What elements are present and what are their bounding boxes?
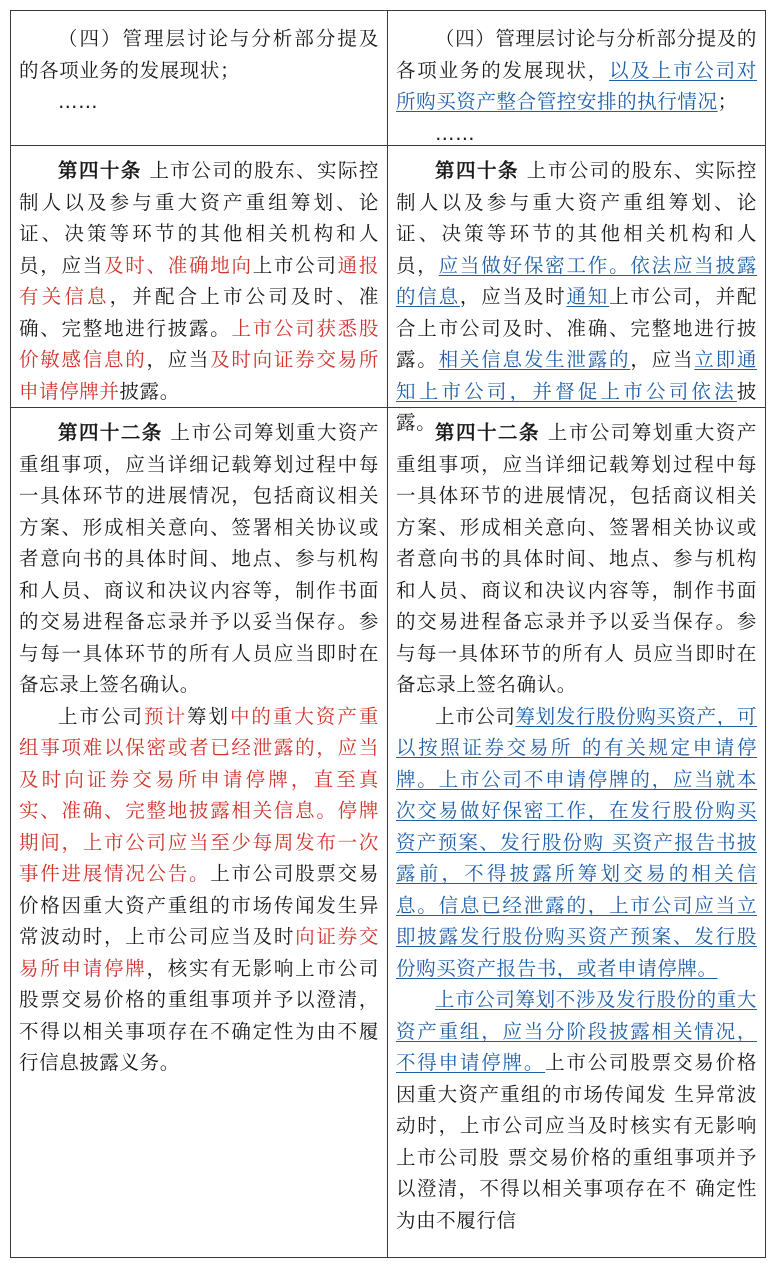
deleted-text-run: 预计 xyxy=(143,704,187,728)
paragraph xyxy=(19,86,379,118)
row-3-left-cell-old-article-42 xyxy=(11,417,387,1257)
text-run: 上市公司 xyxy=(252,253,338,277)
text-run: ，应当及时 xyxy=(459,285,567,308)
paragraph xyxy=(396,417,757,701)
paragraph xyxy=(19,701,379,1079)
text-run: ，核实有无影响上市公司股票交易价格的重组事项并予以澄清，不得以相关事项存在不确定性为由不履行信息披露义务。 xyxy=(19,956,379,1074)
text-run: 上市公司 xyxy=(435,704,516,728)
row-3-right-cell-new-article-42 xyxy=(388,417,765,1257)
text-run: 上市公司筹划重大资产重组事项，应当详细记载筹划过程中每一具体环节的进展情况，包括商议相关方案、形成相关意向、签署相关协议或者意向书的具体时间、地点、参与机构和人员、商议和决议内容等，制作书面的交易进程备忘录并予以妥当保存。参与每一具体环节的所有人员应当即时在备忘录上签名确认。 xyxy=(19,421,379,696)
deleted-text-run: 及时、准确地向 xyxy=(103,253,253,277)
text-run: 上市公司，并配合上市公司及时、准确、完整地进行披露。 xyxy=(396,285,757,371)
text-run: （四）管理层讨论与分析部分提及的各项业务的发展现状， xyxy=(396,27,757,82)
added-text-run: 通知 xyxy=(566,285,610,308)
paragraph xyxy=(396,23,757,118)
article-heading: 第四十条 xyxy=(435,159,520,182)
paragraph xyxy=(396,984,757,1236)
text-run: …… xyxy=(435,121,476,145)
deleted-text-run: 及时向证券交易所申请停牌并 xyxy=(19,348,379,403)
deleted-text-run: 向证券交易所申请停牌 xyxy=(19,925,379,980)
text-run: 上市公司股票交易价格因重大资产重组的市场传闻发 生异常波动时，上市公司应当及时核实有无影响上市公司股 票交易价格的重组事项并予以澄清，不得以相关事项存在不 确定性为由不履行信 xyxy=(396,1051,757,1232)
deleted-text-run: 上市公司获悉股价敏感信息的 xyxy=(19,316,379,371)
added-text-run: 上市公司筹划不涉及发行股份的重大资产重组，应当分阶段披露相关情况，不得申请停牌。 xyxy=(396,988,757,1074)
added-text-run: 立即通知上市公司，并督促上市公司依法 xyxy=(396,348,757,403)
text-run: ，应当 xyxy=(146,348,211,371)
paragraph xyxy=(19,155,379,407)
article-heading: 第四十二条 xyxy=(58,421,163,444)
paragraph xyxy=(396,155,757,439)
text-run: …… xyxy=(58,90,99,113)
row-1-left-cell-old-text xyxy=(11,23,387,145)
text-run: 上市公司筹划重大资产重组事项，应当详细记载筹划过程中每一具体环节的进展情况，包括商议相关方案、形成相关意向、签署相关协议或者意向书的具体时间、地点、参与机构和人员、商议和决议内容等，制作书面的交易进程备忘录并予以妥当保存。参与每一具体环节的所有人 员应当即时在备忘录上签名确认。 xyxy=(396,421,757,696)
text-run: ； xyxy=(717,90,738,113)
deleted-text-run: 中的重大资产重组事项难以保密或者已经泄露的，应当及时向证券交易所申请停牌，直至真实、准确、完整地披露相关信息。停牌期间，上市公司应当至少每周发布一次事件进展情况公告。 xyxy=(19,704,379,885)
text-run: ，应当 xyxy=(630,348,695,371)
paragraph xyxy=(19,417,379,701)
text-run: 上市公司的股东、实际控制人以及参与重大资产重组筹划、论证、决策等环节的其他相关机构和人员， xyxy=(396,159,757,277)
row-1-right-cell-new-text xyxy=(388,23,765,145)
comparison-table xyxy=(10,10,766,1258)
text-run: 筹划 xyxy=(186,704,230,728)
article-heading: 第四十条 xyxy=(58,159,142,182)
text-run: 上市公司 xyxy=(58,704,144,728)
added-text-run: 应当做好保密工作。依法应当披露的信息 xyxy=(396,253,757,308)
text-run: 披露。 xyxy=(396,379,757,434)
added-text-run: 相关信息发生泄露的 xyxy=(438,348,631,371)
text-run: 上市公司的股东、实际控制人以及参与重大资产重组筹划、论证、决策等环节的其他相关机构和人员，应当 xyxy=(19,159,379,277)
added-text-run: 以及上市公司对所购买资产整合管控安排的执行情况 xyxy=(396,58,757,113)
text-run: 上市公司股票交易价格因重大资产重组的市场传闻发生异常波动时，上市公司应当及时 xyxy=(19,862,379,948)
article-heading: 第四十二条 xyxy=(435,421,541,444)
row-2-left-cell-old-article-40 xyxy=(11,155,387,407)
paragraph xyxy=(396,701,757,985)
paragraph xyxy=(19,23,379,86)
text-run: 披露。 xyxy=(119,379,180,403)
paragraph xyxy=(396,118,757,150)
deleted-text-run: 通报有关信息 xyxy=(19,253,380,308)
text-run: ，并配合上市公司及时、准确、完整地进行披露。 xyxy=(19,285,379,340)
added-text-run: 筹划发行股份购买资产，可以按照证券交易所 的有关规定申请停牌。上市公司不申请停牌的，应当就本次交易做好保密工作，在发行股份购买资产预案、发行股份购 买资产报告书披露前，不得披露所筹划交易的相关信息。信息已经泄露的，上市公司应当立即披露发行股份购买资产预案、发行股份购买资产报告书，或者申请停牌。 xyxy=(396,704,758,980)
text-run: （四）管理层讨论与分析部分提及的各项业务的发展现状； xyxy=(19,27,379,82)
